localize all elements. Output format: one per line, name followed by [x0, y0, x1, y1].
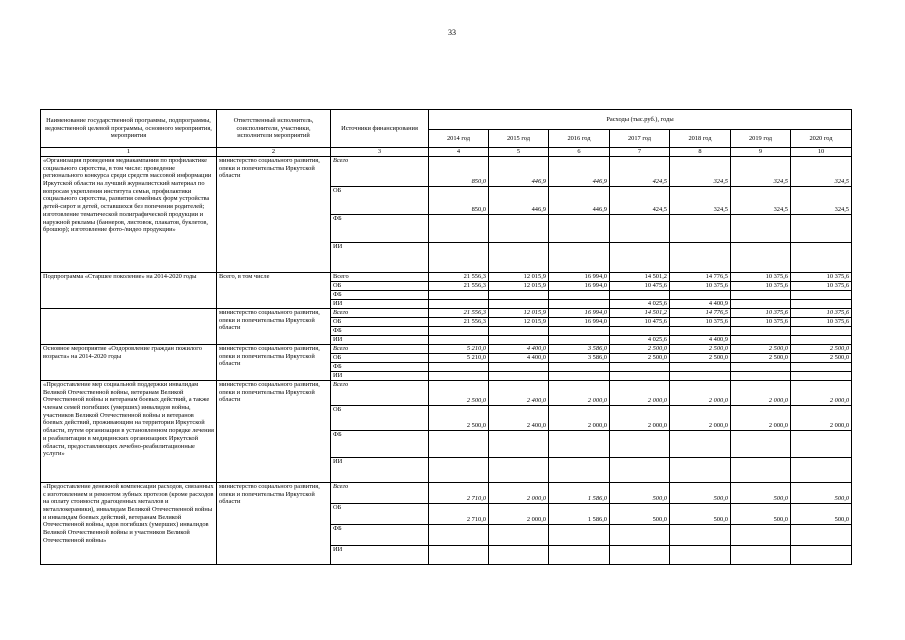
- source-label: Всего: [331, 273, 429, 282]
- column-index: 10: [791, 148, 852, 157]
- value-cell: 2 000,0: [549, 381, 610, 406]
- header-year: 2020 год: [791, 130, 852, 148]
- value-cell: 324,5: [791, 187, 852, 215]
- value-cell: 500,0: [731, 504, 791, 525]
- value-cell: 2 400,0: [489, 381, 549, 406]
- value-cell: 21 556,3: [429, 318, 489, 327]
- value-cell: 324,5: [670, 157, 731, 187]
- value-cell: 500,0: [610, 483, 670, 504]
- value-cell: 2 500,0: [731, 354, 791, 363]
- value-cell: 1 586,0: [549, 504, 610, 525]
- value-cell: [731, 300, 791, 309]
- value-cell: 10 375,6: [791, 282, 852, 291]
- source-label: ИИ: [331, 243, 429, 273]
- header-year: 2019 год: [731, 130, 791, 148]
- value-cell: 446,9: [549, 157, 610, 187]
- header-year: 2016 год: [549, 130, 610, 148]
- value-cell: [489, 300, 549, 309]
- value-cell: 2 000,0: [489, 483, 549, 504]
- value-cell: 2 000,0: [731, 381, 791, 406]
- source-label: ФБ: [331, 215, 429, 243]
- header-executor: Ответственный исполнитель, соисполнители, участники, исполнители мероприятий: [217, 110, 331, 148]
- value-cell: 2 500,0: [429, 406, 489, 431]
- measure-name: «Организация проведения медиакампании по профилактике социального сиротства, в том числе: проведение регионального конкурса среди средств массовой информации Иркутской области на лучший журналистский материал по вопросам укрепления института семьи, профилактики социального сиротства, развития семейных форм устройства детей-сирот и детей, оставшихся без попечения родителей; изготовление тематической полиграфической продукции и наружной рекламы (баннеров, листовок, плакатов, буклетов, брошюр); изготовление фото-/видео продукции»: [41, 157, 217, 273]
- header-expenses: Расходы (тыс.руб.), годы: [429, 110, 852, 130]
- source-label: Всего: [331, 309, 429, 318]
- value-cell: 424,5: [610, 187, 670, 215]
- executor-name: министерство социального развития, опеки и попечительства Иркутской области: [217, 309, 331, 345]
- value-cell: 4 025,6: [610, 300, 670, 309]
- value-cell: 500,0: [731, 483, 791, 504]
- value-cell: 324,5: [731, 187, 791, 215]
- value-cell: 14 776,5: [670, 309, 731, 318]
- value-cell: 2 500,0: [610, 354, 670, 363]
- header-year: 2015 год: [489, 130, 549, 148]
- source-label: ФБ: [331, 327, 429, 336]
- table-row: [41, 157, 852, 187]
- source-label: ИИ: [331, 336, 429, 345]
- table-row: [41, 483, 852, 504]
- source-label: Всего: [331, 483, 429, 504]
- value-cell: 4 400,9: [670, 300, 731, 309]
- value-cell: 500,0: [791, 504, 852, 525]
- value-cell: 446,9: [549, 187, 610, 215]
- value-cell: 4 400,0: [489, 345, 549, 354]
- value-cell: 2 710,0: [429, 504, 489, 525]
- value-cell: 3 586,0: [549, 354, 610, 363]
- value-cell: 10 475,6: [610, 318, 670, 327]
- header-source: Источники финансирования: [331, 110, 429, 148]
- value-cell: 500,0: [670, 504, 731, 525]
- executor-name: министерство социального развития, опеки и попечительства Иркутской области: [217, 157, 331, 273]
- value-cell: 2 000,0: [670, 406, 731, 431]
- source-label: ФБ: [331, 363, 429, 372]
- value-cell: 16 994,0: [549, 318, 610, 327]
- value-cell: 4 400,0: [489, 354, 549, 363]
- column-index: 2: [217, 148, 331, 157]
- value-cell: [549, 300, 610, 309]
- value-cell: [791, 336, 852, 345]
- column-index: 8: [670, 148, 731, 157]
- column-index: 9: [731, 148, 791, 157]
- value-cell: 2 710,0: [429, 483, 489, 504]
- value-cell: 2 500,0: [670, 354, 731, 363]
- value-cell: 2 500,0: [791, 345, 852, 354]
- value-cell: 500,0: [610, 504, 670, 525]
- header-year: 2017 год: [610, 130, 670, 148]
- value-cell: 10 375,6: [791, 309, 852, 318]
- source-label: ОБ: [331, 406, 429, 431]
- column-index: 5: [489, 148, 549, 157]
- value-cell: 2 000,0: [549, 406, 610, 431]
- column-index: 1: [41, 148, 217, 157]
- value-cell: 446,9: [489, 187, 549, 215]
- header-year: 2018 год: [670, 130, 731, 148]
- source-label: ИИ: [331, 546, 429, 565]
- column-index: 7: [610, 148, 670, 157]
- table-row: [41, 273, 852, 282]
- value-cell: 21 556,3: [429, 282, 489, 291]
- value-cell: 10 375,6: [731, 273, 791, 282]
- source-label: ИИ: [331, 372, 429, 381]
- value-cell: 1 586,0: [549, 483, 610, 504]
- value-cell: 12 015,9: [489, 273, 549, 282]
- value-cell: 10 375,6: [791, 273, 852, 282]
- value-cell: 500,0: [791, 483, 852, 504]
- table-row: [41, 345, 852, 354]
- value-cell: 14 501,2: [610, 273, 670, 282]
- value-cell: 2 000,0: [610, 406, 670, 431]
- source-label: ОБ: [331, 354, 429, 363]
- value-cell: 2 000,0: [791, 381, 852, 406]
- value-cell: 2 500,0: [791, 354, 852, 363]
- value-cell: 10 375,6: [670, 282, 731, 291]
- column-index: 4: [429, 148, 489, 157]
- source-label: ОБ: [331, 187, 429, 215]
- value-cell: 10 375,6: [731, 318, 791, 327]
- table-row: [41, 309, 852, 318]
- value-cell: 2 400,0: [489, 406, 549, 431]
- value-cell: 3 586,0: [549, 345, 610, 354]
- value-cell: 4 025,6: [610, 336, 670, 345]
- executor-name: министерство социального развития, опеки и попечительства Иркутской области: [217, 345, 331, 381]
- value-cell: 850,0: [429, 187, 489, 215]
- value-cell: 500,0: [670, 483, 731, 504]
- value-cell: [791, 300, 852, 309]
- value-cell: [429, 300, 489, 309]
- source-label: ИИ: [331, 300, 429, 309]
- value-cell: 2 000,0: [731, 406, 791, 431]
- source-label: ФБ: [331, 525, 429, 546]
- value-cell: 10 475,6: [610, 282, 670, 291]
- column-index: 6: [549, 148, 610, 157]
- source-label: ФБ: [331, 291, 429, 300]
- value-cell: 2 000,0: [489, 504, 549, 525]
- value-cell: 424,5: [610, 157, 670, 187]
- value-cell: [429, 336, 489, 345]
- source-label: Всего: [331, 381, 429, 406]
- value-cell: 850,0: [429, 157, 489, 187]
- source-label: ОБ: [331, 282, 429, 291]
- value-cell: 2 500,0: [610, 345, 670, 354]
- value-cell: 4 400,9: [670, 336, 731, 345]
- value-cell: 5 210,0: [429, 345, 489, 354]
- executor-name: министерство социального развития, опеки и попечительства Иркутской области: [217, 483, 331, 565]
- source-label: ОБ: [331, 504, 429, 525]
- value-cell: 21 556,3: [429, 273, 489, 282]
- measure-name: «Предоставление мер социальной поддержки инвалидам Великой Отечественной войны, ветеранам Великой Отечественной войны и ветеранам боевых действий, а также членам семей погибших (умерших) инвалидов войны, участников Великой Отечественной войны и ветеранов боевых действий, проживающим на территории Иркутской области, путем организации в установленном порядке лечения и реабилитации в медицинских организациях Иркутской области, предоставляющих лечебно-реабилитационные услуги»: [41, 381, 217, 483]
- value-cell: 446,9: [489, 157, 549, 187]
- value-cell: 10 375,6: [791, 318, 852, 327]
- value-cell: 2 500,0: [731, 345, 791, 354]
- header-year: 2014 год: [429, 130, 489, 148]
- value-cell: 2 500,0: [429, 381, 489, 406]
- value-cell: 324,5: [670, 187, 731, 215]
- table-row: [41, 381, 852, 406]
- value-cell: 324,5: [731, 157, 791, 187]
- source-label: ИИ: [331, 458, 429, 483]
- column-index: 3: [331, 148, 429, 157]
- value-cell: 10 375,6: [731, 282, 791, 291]
- value-cell: 12 015,9: [489, 318, 549, 327]
- value-cell: [731, 336, 791, 345]
- page-number: 33: [448, 28, 456, 37]
- value-cell: 2 000,0: [610, 381, 670, 406]
- source-label: ФБ: [331, 431, 429, 458]
- value-cell: 5 210,0: [429, 354, 489, 363]
- value-cell: 14 501,2: [610, 309, 670, 318]
- value-cell: 2 000,0: [791, 406, 852, 431]
- budget-table: [40, 109, 852, 565]
- executor-name: Всего, в том числе: [217, 273, 331, 309]
- value-cell: [549, 336, 610, 345]
- source-label: Всего: [331, 345, 429, 354]
- header-name: Наименование государственной программы, подпрограммы, ведомственной целевой программы, основного мероприятия, мероприятия: [41, 110, 217, 148]
- measure-name: «Предоставление денежной компенсации расходов, связанных с изготовлением и ремонтом зубных протезов (кроме расходов на оплату стоимости драгоценных металлов и металлокерамики), инвалидам Великой Отечественной войны и инвалидам боевых действий, ветеранам Великой Отечественной войны, вдов погибших (умерших) инвалидов Великой Отечественной войны и участников Великой Отечественной войны»: [41, 483, 217, 565]
- value-cell: 12 015,9: [489, 309, 549, 318]
- value-cell: 16 994,0: [549, 273, 610, 282]
- value-cell: 14 776,5: [670, 273, 731, 282]
- value-cell: 16 994,0: [549, 309, 610, 318]
- value-cell: 16 994,0: [549, 282, 610, 291]
- activity-name: Основное мероприятие «Оздоровление граждан пожилого возраста» на 2014-2020 годы: [41, 345, 217, 381]
- value-cell: 324,5: [791, 157, 852, 187]
- source-label: ОБ: [331, 318, 429, 327]
- subprogram-name: Подпрограмма «Старшее поколение» на 2014-2020 годы: [41, 273, 217, 309]
- value-cell: 2 500,0: [670, 345, 731, 354]
- value-cell: 10 375,6: [670, 318, 731, 327]
- source-label: Всего: [331, 157, 429, 187]
- value-cell: 12 015,9: [489, 282, 549, 291]
- value-cell: [489, 336, 549, 345]
- value-cell: 10 375,6: [731, 309, 791, 318]
- executor-name: министерство социального развития, опеки и попечительства Иркутской области: [217, 381, 331, 483]
- value-cell: 21 556,3: [429, 309, 489, 318]
- value-cell: 2 000,0: [670, 381, 731, 406]
